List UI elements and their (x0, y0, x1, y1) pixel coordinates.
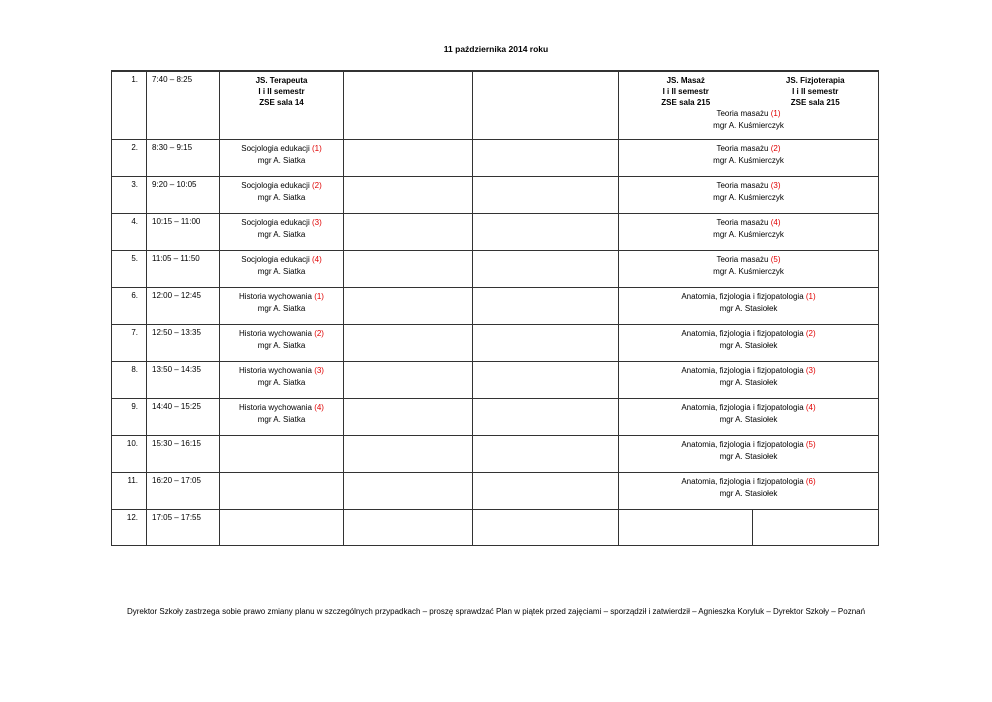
lesson-number: (1) (311, 144, 322, 153)
lesson-number: (3) (314, 366, 324, 375)
row-number-cell (112, 72, 147, 140)
lesson-number: (3) (311, 218, 322, 227)
time-range: 11:05 – 11:50 (152, 254, 200, 263)
teacher-name: mgr A. Kuśmierczyk (713, 192, 784, 202)
teacher-name: mgr A. Siatka (257, 229, 306, 239)
empty-cell (344, 436, 473, 473)
subject-name: Anatomia, fizjologia i fizjopatologia (681, 366, 804, 375)
row-number-cell (112, 214, 147, 251)
subject-name: Teoria masażu (716, 218, 769, 227)
lesson-entry (220, 365, 343, 388)
empty-cell (344, 214, 473, 251)
table-row (112, 325, 879, 362)
teacher-name: mgr A. Siatka (257, 155, 306, 165)
time-cell (147, 177, 220, 214)
empty-cell (344, 325, 473, 362)
lesson-number: (4) (314, 403, 324, 412)
table-row (112, 214, 879, 251)
empty-cell (473, 325, 619, 362)
masaz-fizjo-cell (619, 72, 879, 140)
teacher-name: mgr A. Kuśmierczyk (713, 229, 784, 239)
subject-name: Anatomia, fizjologia i fizjopatologia (681, 329, 804, 338)
lesson-number: (6) (805, 477, 816, 486)
table-row (112, 288, 879, 325)
row-number: 2. (131, 143, 138, 152)
lesson-entry (220, 254, 343, 277)
table-row (112, 510, 879, 546)
teacher-name: mgr A. Stasiołek (719, 340, 778, 350)
row-number-cell (112, 288, 147, 325)
masaz-fizjo-cell (619, 436, 879, 473)
empty-cell (473, 140, 619, 177)
lesson-entry (619, 291, 878, 314)
empty-cell (473, 251, 619, 288)
fizjoterapia-header-line: I i II semestr (792, 87, 839, 96)
row-number-cell (112, 177, 147, 214)
lesson-entry (220, 402, 343, 425)
row-number-cell (112, 510, 147, 546)
lesson-number: (4) (770, 218, 781, 227)
subject-name: Historia wychowania (239, 366, 312, 375)
empty-cell (344, 510, 473, 546)
time-range: 9:20 – 10:05 (152, 180, 197, 189)
lesson-number: (2) (805, 329, 816, 338)
lesson-number: (3) (805, 366, 816, 375)
teacher-name: mgr A. Kuśmierczyk (713, 155, 784, 165)
lesson-entry (619, 143, 878, 166)
time-cell (147, 436, 220, 473)
lesson-entry (220, 217, 343, 240)
terapeuta-header-line: JS. Terapeuta (255, 76, 308, 85)
page-title: 11 października 2014 roku (443, 44, 549, 54)
time-cell (147, 473, 220, 510)
empty-cell (344, 362, 473, 399)
table-row (112, 177, 879, 214)
empty-cell (344, 72, 473, 140)
masaz-header-line: JS. Masaż (666, 76, 705, 85)
table-row (112, 140, 879, 177)
row-number: 11. (127, 476, 138, 485)
subject-name: Historia wychowania (239, 292, 312, 301)
time-cell (147, 325, 220, 362)
fizjoterapia-header-line: ZSE sala 215 (790, 98, 840, 107)
table-row (112, 399, 879, 436)
fizjoterapia-header-line: JS. Fizjoterapia (785, 76, 845, 85)
empty-cell (473, 362, 619, 399)
teacher-name: mgr A. Siatka (257, 192, 306, 202)
masaz-fizjo-cell (619, 325, 879, 362)
footer-note: Dyrektor Szkoły zastrzega sobie prawo zmiany planu w szczególnych przypadkach – proszę sprawdzać Plan w piątek przed zajęciami – sporządził i zatwierdził – Agnieszka Koryluk – Dyrektor Szkoły – Poznań (126, 607, 866, 616)
time-cell (147, 140, 220, 177)
table-row (112, 436, 879, 473)
row-number-cell (112, 399, 147, 436)
subject-name: Teoria masażu (716, 181, 769, 190)
fizjoterapia-cell (753, 510, 879, 546)
terapeuta-cell (220, 140, 344, 177)
subject-name: Anatomia, fizjologia i fizjopatologia (681, 440, 804, 449)
time-range: 14:40 – 15:25 (152, 402, 201, 411)
masaz-fizjo-cell (619, 473, 879, 510)
lesson-entry (619, 108, 878, 131)
masaz-fizjo-cell (619, 177, 879, 214)
row-number: 3. (131, 180, 138, 189)
time-cell (147, 72, 220, 140)
lesson-entry (619, 254, 878, 277)
teacher-name: mgr A. Stasiołek (719, 451, 778, 461)
row-number-cell (112, 436, 147, 473)
empty-cell (344, 473, 473, 510)
terapeuta-cell (220, 399, 344, 436)
row-number-cell (112, 251, 147, 288)
lesson-entry (619, 365, 878, 388)
teacher-name: mgr A. Stasiołek (719, 414, 778, 424)
teacher-name: mgr A. Kuśmierczyk (713, 120, 784, 130)
subject-name: Socjologia edukacji (241, 181, 310, 190)
row-number-cell (112, 473, 147, 510)
lesson-entry (619, 180, 878, 203)
masaz-fizjo-cell (619, 288, 879, 325)
row-number: 4. (131, 217, 138, 226)
lesson-entry (220, 180, 343, 203)
time-range: 13:50 – 14:35 (152, 365, 201, 374)
empty-cell (473, 72, 619, 140)
row-number: 8. (131, 365, 138, 374)
lesson-number: (5) (770, 255, 781, 264)
masaz-fizjo-cell (619, 214, 879, 251)
masaz-fizjo-cell (619, 251, 879, 288)
empty-cell (344, 399, 473, 436)
lesson-entry (619, 476, 878, 499)
subject-name: Historia wychowania (239, 329, 312, 338)
row-number: 7. (131, 328, 138, 337)
empty-cell (344, 140, 473, 177)
terapeuta-cell (220, 72, 344, 140)
time-range: 10:15 – 11:00 (152, 217, 201, 226)
subject-name: Anatomia, fizjologia i fizjopatologia (681, 292, 804, 301)
row-number-cell (112, 140, 147, 177)
empty-cell (473, 214, 619, 251)
lesson-entry (619, 217, 878, 240)
lesson-number: (2) (314, 329, 324, 338)
teacher-name: mgr A. Siatka (257, 414, 306, 424)
lesson-entry (220, 291, 343, 314)
row-number: 12. (126, 513, 138, 522)
time-cell (147, 510, 220, 546)
masaz-header-line: I i II semestr (662, 87, 709, 96)
row-number-cell (112, 362, 147, 399)
time-cell (147, 251, 220, 288)
subject-name: Anatomia, fizjologia i fizjopatologia (681, 477, 804, 486)
teacher-name: mgr A. Siatka (257, 303, 306, 313)
subject-name: Teoria masażu (716, 109, 769, 118)
time-range: 17:05 – 17:55 (152, 513, 201, 522)
row-number-cell (112, 325, 147, 362)
terapeuta-header-line: ZSE sala 14 (259, 98, 304, 107)
row-number: 1. (131, 75, 138, 84)
terapeuta-cell (220, 510, 344, 546)
lesson-number: (3) (770, 181, 781, 190)
terapeuta-cell (220, 214, 344, 251)
terapeuta-cell (220, 288, 344, 325)
teacher-name: mgr A. Kuśmierczyk (713, 266, 784, 276)
empty-cell (473, 473, 619, 510)
empty-cell (473, 177, 619, 214)
lesson-number: (1) (770, 109, 781, 118)
fizjoterapia-header (752, 75, 878, 108)
lesson-entry (619, 328, 878, 351)
time-cell (147, 399, 220, 436)
subject-name: Socjologia edukacji (241, 255, 310, 264)
masaz-fizjo-cell (619, 362, 879, 399)
terapeuta-cell (220, 436, 344, 473)
lesson-number: (4) (805, 403, 816, 412)
empty-cell (473, 436, 619, 473)
subject-name: Socjologia edukacji (241, 144, 310, 153)
masaz-header (619, 75, 752, 108)
masaz-header-line: ZSE sala 215 (661, 98, 711, 107)
table-row (112, 473, 879, 510)
terapeuta-cell (220, 177, 344, 214)
empty-cell (344, 288, 473, 325)
terapeuta-cell (220, 325, 344, 362)
lesson-number: (1) (314, 292, 324, 301)
row-number: 10. (126, 439, 138, 448)
subject-name: Anatomia, fizjologia i fizjopatologia (681, 403, 804, 412)
lesson-number: (2) (311, 181, 322, 190)
teacher-name: mgr A. Stasiołek (719, 488, 778, 498)
teacher-name: mgr A. Stasiołek (719, 303, 778, 313)
terapeuta-cell (220, 251, 344, 288)
teacher-name: mgr A. Siatka (257, 340, 306, 350)
right-headers (619, 75, 878, 108)
row-number: 5. (131, 254, 138, 263)
subject-name: Socjologia edukacji (241, 218, 310, 227)
empty-cell (344, 177, 473, 214)
subject-name: Teoria masażu (716, 144, 769, 153)
empty-cell (344, 251, 473, 288)
time-range: 16:20 – 17:05 (152, 476, 201, 485)
terapeuta-header-line: I i II semestr (258, 87, 305, 96)
time-range: 8:30 – 9:15 (152, 143, 193, 152)
time-cell (147, 288, 220, 325)
empty-cell (473, 288, 619, 325)
empty-cell (473, 510, 619, 546)
row-number: 9. (131, 402, 138, 411)
time-range: 7:40 – 8:25 (152, 75, 193, 84)
lesson-number: (1) (805, 292, 816, 301)
teacher-name: mgr A. Stasiołek (719, 377, 778, 387)
schedule-body (112, 71, 879, 546)
table-row (112, 72, 879, 140)
masaz-fizjo-cell (619, 140, 879, 177)
time-range: 12:00 – 12:45 (152, 291, 201, 300)
teacher-name: mgr A. Siatka (257, 266, 306, 276)
lesson-number: (2) (770, 144, 781, 153)
lesson-entry (220, 143, 343, 166)
lesson-entry (619, 439, 878, 462)
teacher-name: mgr A. Siatka (257, 377, 306, 387)
masaz-fizjo-cell (619, 399, 879, 436)
lesson-number: (4) (311, 255, 322, 264)
masaz-cell (619, 510, 753, 546)
terapeuta-cell (220, 362, 344, 399)
time-range: 12:50 – 13:35 (152, 328, 201, 337)
row-number: 6. (131, 291, 138, 300)
terapeuta-cell (220, 473, 344, 510)
time-cell (147, 214, 220, 251)
lesson-entry (619, 402, 878, 425)
table-row (112, 362, 879, 399)
subject-name: Teoria masażu (716, 255, 769, 264)
empty-cell (473, 399, 619, 436)
schedule-table (111, 70, 879, 546)
lesson-number: (5) (805, 440, 816, 449)
time-range: 15:30 – 16:15 (152, 439, 201, 448)
terapeuta-header (220, 75, 343, 108)
lesson-entry (220, 328, 343, 351)
table-row (112, 251, 879, 288)
time-cell (147, 362, 220, 399)
subject-name: Historia wychowania (239, 403, 312, 412)
